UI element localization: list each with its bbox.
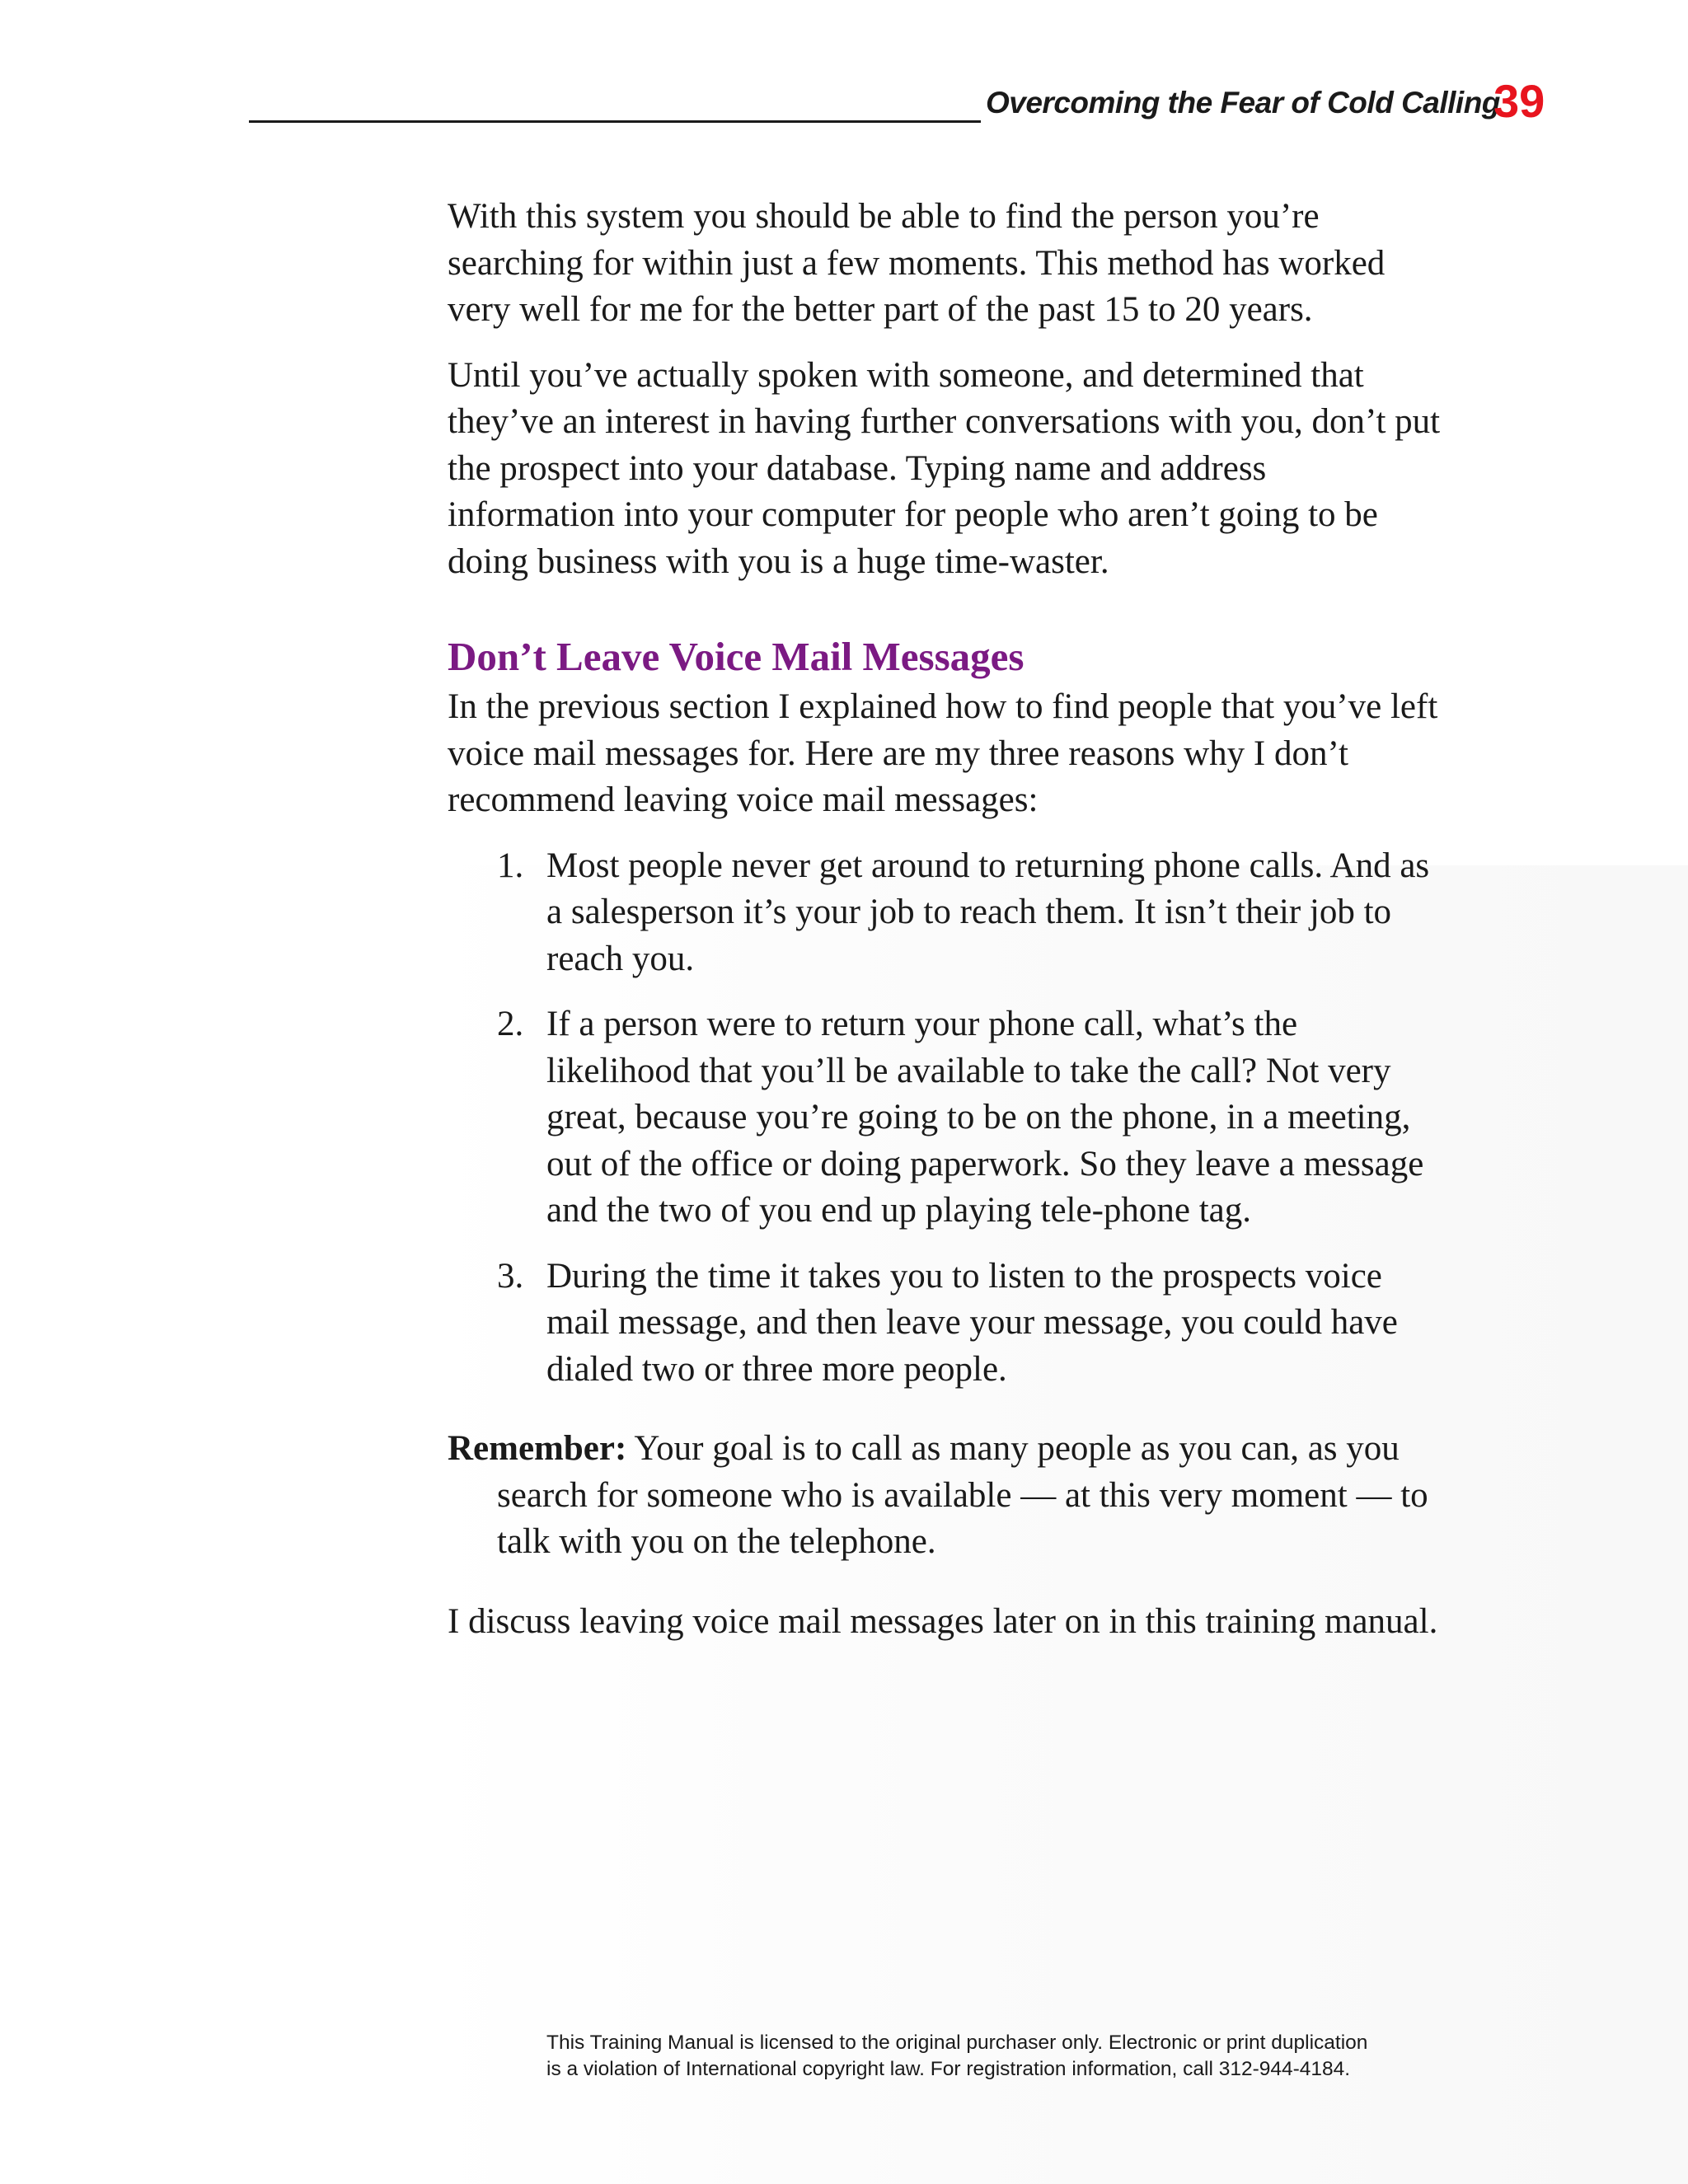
list-item <box>448 1254 1441 1394</box>
footer-line: This Training Manual is licensed to the original purchaser only. Electronic or print duplication <box>546 2032 1368 2054</box>
running-title: Overcoming the Fear of Cold Calling <box>986 86 1500 120</box>
list-number: 2. <box>497 1005 524 1043</box>
list-item-text: Most people never get around to returning phone calls. And as a salesperson it’s your job to reach them. It isn’t their job to reach you. <box>546 846 1430 978</box>
page-number: 39 <box>1493 75 1545 127</box>
list-item <box>448 1001 1441 1235</box>
list-item-text: If a person were to return your phone call, what’s the likelihood that you’ll be available to take the call? Not very great, because you’re going to be on the phone, in a meeting, out of the office or doing paperwork. So they leave a message and the two of you end up playing tele-phone tag. <box>546 1005 1424 1230</box>
list-item <box>448 843 1441 983</box>
copyright-footer <box>546 2030 1441 2082</box>
remember-label: Remember: <box>448 1429 627 1468</box>
section-intro: In the previous section I explained how to find people that you’ve left voice mail messages for. Here are my three reasons why I don’t recommend leaving voice mail messages: <box>448 687 1438 819</box>
main-content <box>448 194 1441 1645</box>
list-number: 3. <box>497 1256 524 1296</box>
section-heading: Don’t Leave Voice Mail Messages <box>448 634 1025 679</box>
footer-line: is a violation of International copyright law. For registration information, call 312-944-4184. <box>546 2057 1351 2080</box>
closing-paragraph: I discuss leaving voice mail messages later on in this training manual. <box>448 1601 1438 1641</box>
remember-text: Your goal is to call as many people as you can, as you search for someone who is available — at this very moment — to talk with you on the telephone. <box>497 1429 1428 1561</box>
header-rule <box>249 120 981 123</box>
body-paragraph: Until you’ve actually spoken with someone, and determined that they’ve an interest in having further conversations with you, don’t put the prospect into your database. Typing name and address information into your computer for people who aren’t going to be doing business with you is a huge time-waster. <box>448 355 1441 581</box>
reasons-list <box>448 843 1441 1394</box>
list-number: 1. <box>497 846 524 885</box>
body-paragraph: With this system you should be able to find the person you’re searching for within just a few moments. This method has worked very well for me for the better part of the past 15 to 20 years. <box>448 197 1386 329</box>
remember-note <box>448 1426 1441 1566</box>
list-item-text: During the time it takes you to listen to the prospects voice mail message, and then leave your message, you could have dialed two or three more people. <box>546 1256 1398 1389</box>
